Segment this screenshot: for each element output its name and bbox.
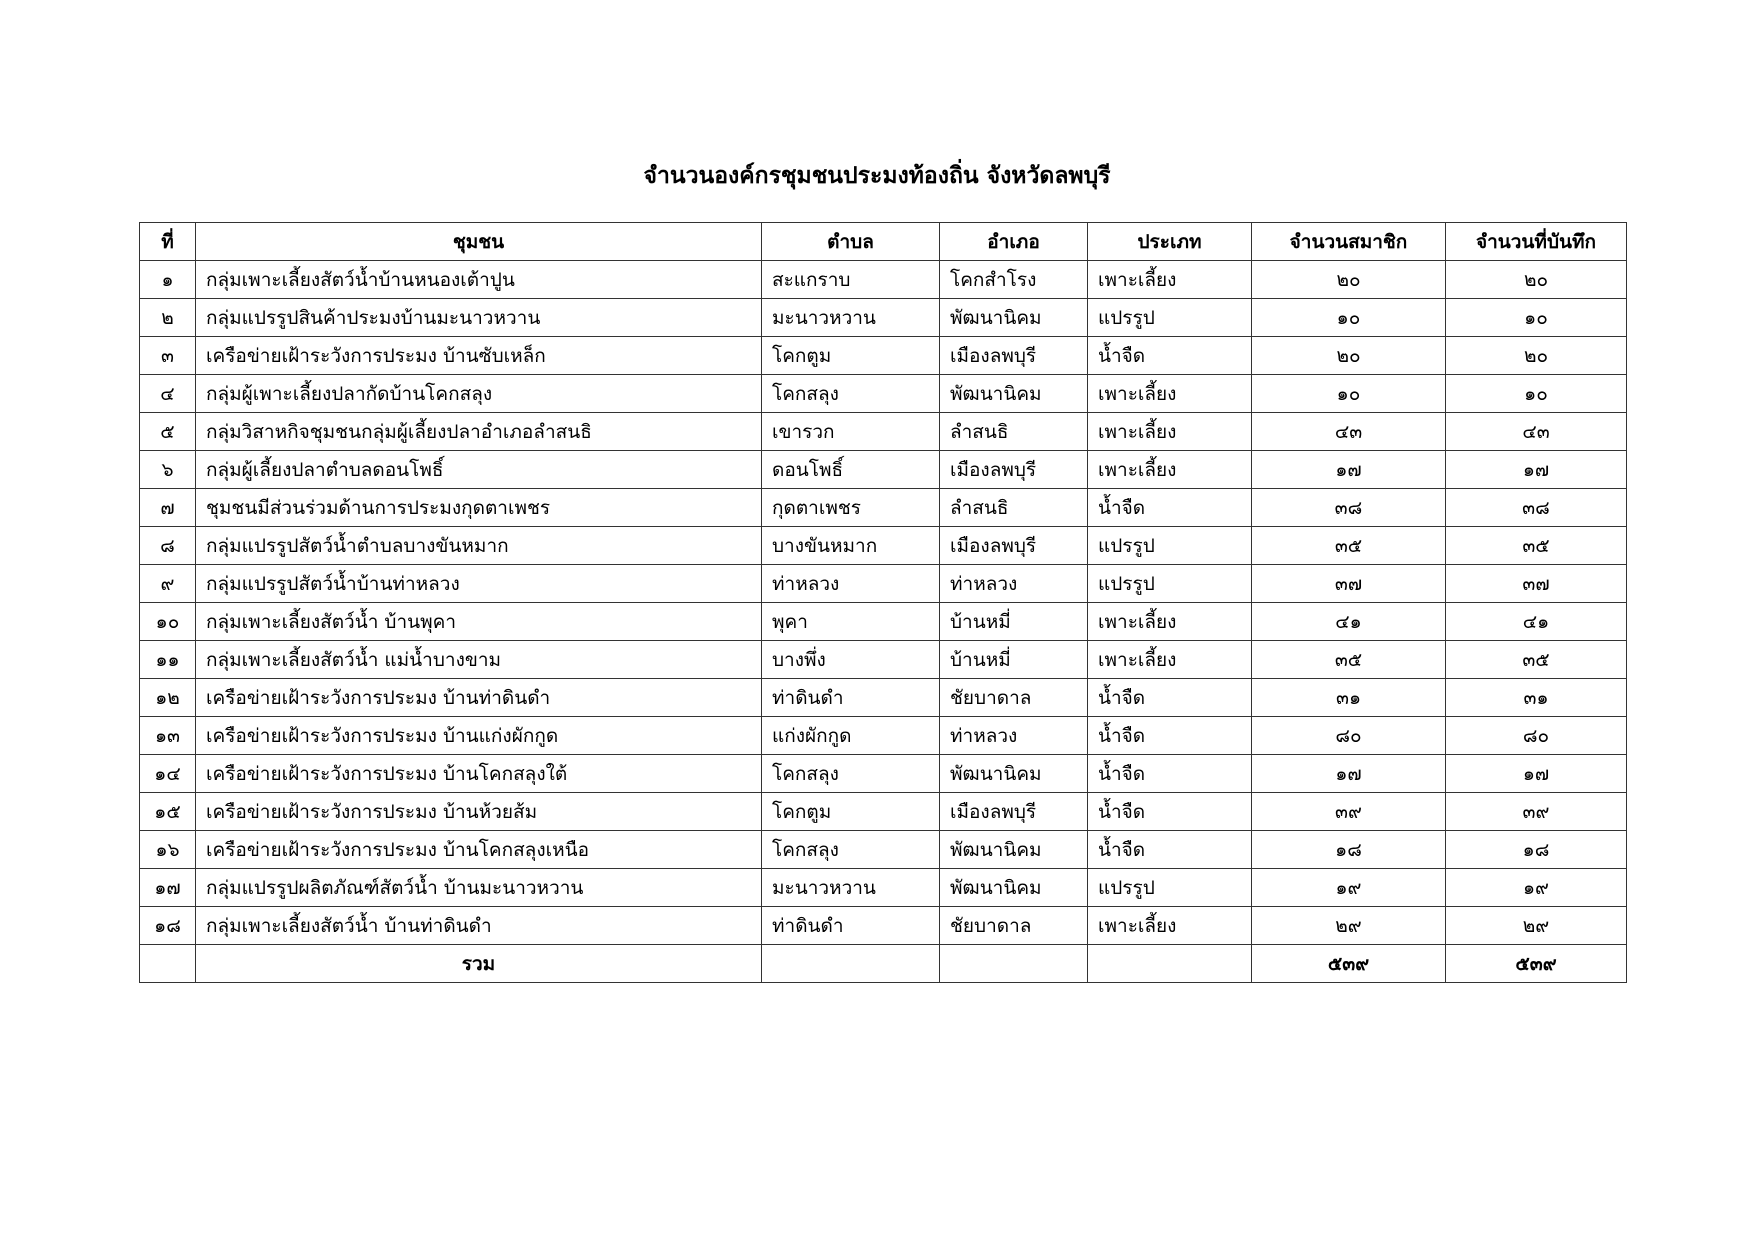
cell-no: ๑๘ — [140, 907, 196, 945]
cell-members: ๓๕ — [1252, 527, 1446, 565]
cell-no: ๑๐ — [140, 603, 196, 641]
cell-district: ท่าหลวง — [940, 565, 1088, 603]
header-type: ประเภท — [1088, 223, 1252, 261]
cell-district: พัฒนานิคม — [940, 375, 1088, 413]
cell-subdistrict: โคกสลุง — [762, 375, 940, 413]
cell-subdistrict: โคกสลุง — [762, 755, 940, 793]
cell-recorded: ๔๓ — [1446, 413, 1627, 451]
header-community: ชุมชน — [196, 223, 762, 261]
cell-type: น้ำจืด — [1088, 831, 1252, 869]
cell-recorded: ๒๙ — [1446, 907, 1627, 945]
cell-district: ชัยบาดาล — [940, 907, 1088, 945]
cell-subdistrict: ท่าดินดำ — [762, 907, 940, 945]
cell-subdistrict: พุคา — [762, 603, 940, 641]
cell-no: ๑๔ — [140, 755, 196, 793]
cell-no: ๑๕ — [140, 793, 196, 831]
cell-type: น้ำจืด — [1088, 717, 1252, 755]
cell-members: ๑๗ — [1252, 451, 1446, 489]
cell-subdistrict: บางพึ่ง — [762, 641, 940, 679]
header-subdistrict: ตำบล — [762, 223, 940, 261]
total-no-cell — [140, 945, 196, 983]
cell-district: เมืองลพบุรี — [940, 451, 1088, 489]
total-subdistrict-cell — [762, 945, 940, 983]
cell-community: กลุ่มวิสาหกิจชุมชนกลุ่มผู้เลี้ยงปลาอำเภอลำสนธิ — [196, 413, 762, 451]
cell-recorded: ๓๕ — [1446, 527, 1627, 565]
cell-recorded: ๓๑ — [1446, 679, 1627, 717]
header-district: อำเภอ — [940, 223, 1088, 261]
cell-members: ๓๕ — [1252, 641, 1446, 679]
cell-type: แปรรูป — [1088, 869, 1252, 907]
total-row — [140, 945, 1627, 983]
cell-district: ชัยบาดาล — [940, 679, 1088, 717]
cell-members: ๓๑ — [1252, 679, 1446, 717]
community-table — [139, 222, 1627, 983]
cell-members: ๑๐ — [1252, 375, 1446, 413]
cell-members: ๓๙ — [1252, 793, 1446, 831]
total-type-cell — [1088, 945, 1252, 983]
cell-type: เพาะเลี้ยง — [1088, 451, 1252, 489]
cell-members: ๘๐ — [1252, 717, 1446, 755]
total-members: ๕๓๙ — [1252, 945, 1446, 983]
cell-community: กลุ่มเพาะเลี้ยงสัตว์น้ำบ้านหนองเต้าปูน — [196, 261, 762, 299]
cell-community: เครือข่ายเฝ้าระวังการประมง บ้านท่าดินดำ — [196, 679, 762, 717]
cell-type: แปรรูป — [1088, 299, 1252, 337]
cell-type: เพาะเลี้ยง — [1088, 907, 1252, 945]
cell-recorded: ๓๗ — [1446, 565, 1627, 603]
cell-type: เพาะเลี้ยง — [1088, 413, 1252, 451]
header-no: ที่ — [140, 223, 196, 261]
cell-no: ๑๑ — [140, 641, 196, 679]
table-row — [140, 603, 1627, 641]
cell-type: แปรรูป — [1088, 565, 1252, 603]
total-district-cell — [940, 945, 1088, 983]
table-body — [140, 261, 1627, 945]
cell-subdistrict: บางขันหมาก — [762, 527, 940, 565]
table-row — [140, 527, 1627, 565]
cell-no: ๑๓ — [140, 717, 196, 755]
header-members: จำนวนสมาชิก — [1252, 223, 1446, 261]
cell-no: ๕ — [140, 413, 196, 451]
cell-members: ๑๐ — [1252, 299, 1446, 337]
cell-community: กลุ่มผู้เลี้ยงปลาตำบลดอนโพธิ์ — [196, 451, 762, 489]
cell-community: เครือข่ายเฝ้าระวังการประมง บ้านโคกสลุงใต้ — [196, 755, 762, 793]
total-recorded: ๕๓๙ — [1446, 945, 1627, 983]
cell-recorded: ๑๗ — [1446, 451, 1627, 489]
cell-subdistrict: ท่าหลวง — [762, 565, 940, 603]
table-row — [140, 413, 1627, 451]
cell-district: พัฒนานิคม — [940, 869, 1088, 907]
cell-type: เพาะเลี้ยง — [1088, 375, 1252, 413]
cell-type: แปรรูป — [1088, 527, 1252, 565]
cell-members: ๔๓ — [1252, 413, 1446, 451]
cell-subdistrict: แก่งผักกูด — [762, 717, 940, 755]
table-row — [140, 869, 1627, 907]
cell-recorded: ๑๘ — [1446, 831, 1627, 869]
cell-community: เครือข่ายเฝ้าระวังการประมง บ้านแก่งผักกูด — [196, 717, 762, 755]
cell-district: เมืองลพบุรี — [940, 793, 1088, 831]
cell-district: โคกสำโรง — [940, 261, 1088, 299]
cell-no: ๗ — [140, 489, 196, 527]
cell-no: ๘ — [140, 527, 196, 565]
cell-no: ๒ — [140, 299, 196, 337]
cell-members: ๔๑ — [1252, 603, 1446, 641]
cell-no: ๙ — [140, 565, 196, 603]
table-row — [140, 375, 1627, 413]
cell-type: น้ำจืด — [1088, 489, 1252, 527]
table-header-row — [140, 223, 1627, 261]
cell-members: ๑๘ — [1252, 831, 1446, 869]
cell-members: ๒๙ — [1252, 907, 1446, 945]
cell-type: น้ำจืด — [1088, 755, 1252, 793]
page-title: จำนวนองค์กรชุมชนประมงท้องถิ่น จังหวัดลพบุรี — [643, 163, 1111, 189]
cell-subdistrict: โคกตูม — [762, 337, 940, 375]
table-row — [140, 755, 1627, 793]
table-row — [140, 489, 1627, 527]
cell-subdistrict: โคกตูม — [762, 793, 940, 831]
cell-district: เมืองลพบุรี — [940, 337, 1088, 375]
cell-community: กลุ่มเพาะเลี้ยงสัตว์น้ำ บ้านพุคา — [196, 603, 762, 641]
cell-type: เพาะเลี้ยง — [1088, 603, 1252, 641]
cell-no: ๑๗ — [140, 869, 196, 907]
cell-subdistrict: ดอนโพธิ์ — [762, 451, 940, 489]
cell-district: บ้านหมี่ — [940, 641, 1088, 679]
cell-type: น้ำจืด — [1088, 337, 1252, 375]
table-row — [140, 793, 1627, 831]
table-row — [140, 261, 1627, 299]
cell-district: ลำสนธิ — [940, 489, 1088, 527]
cell-subdistrict: กุดตาเพชร — [762, 489, 940, 527]
cell-recorded: ๓๘ — [1446, 489, 1627, 527]
cell-no: ๑ — [140, 261, 196, 299]
cell-recorded: ๒๐ — [1446, 337, 1627, 375]
cell-recorded: ๑๙ — [1446, 869, 1627, 907]
cell-community: กลุ่มผู้เพาะเลี้ยงปลากัดบ้านโคกสลุง — [196, 375, 762, 413]
cell-district: ท่าหลวง — [940, 717, 1088, 755]
table-row — [140, 717, 1627, 755]
table-row — [140, 831, 1627, 869]
cell-type: เพาะเลี้ยง — [1088, 641, 1252, 679]
cell-community: เครือข่ายเฝ้าระวังการประมง บ้านโคกสลุงเหนือ — [196, 831, 762, 869]
total-label: รวม — [196, 945, 762, 983]
cell-community: กลุ่มแปรรูปผลิตภัณฑ์สัตว์น้ำ บ้านมะนาวหวาน — [196, 869, 762, 907]
cell-no: ๑๖ — [140, 831, 196, 869]
cell-no: ๖ — [140, 451, 196, 489]
cell-recorded: ๑๐ — [1446, 299, 1627, 337]
cell-members: ๓๘ — [1252, 489, 1446, 527]
cell-members: ๑๙ — [1252, 869, 1446, 907]
cell-members: ๑๗ — [1252, 755, 1446, 793]
cell-recorded: ๑๗ — [1446, 755, 1627, 793]
table-row — [140, 641, 1627, 679]
cell-subdistrict: โคกสลุง — [762, 831, 940, 869]
cell-subdistrict: ท่าดินดำ — [762, 679, 940, 717]
cell-community: กลุ่มแปรรูปสัตว์น้ำบ้านท่าหลวง — [196, 565, 762, 603]
cell-members: ๓๗ — [1252, 565, 1446, 603]
cell-community: เครือข่ายเฝ้าระวังการประมง บ้านห้วยส้ม — [196, 793, 762, 831]
table-row — [140, 679, 1627, 717]
cell-district: พัฒนานิคม — [940, 831, 1088, 869]
cell-members: ๒๐ — [1252, 261, 1446, 299]
cell-recorded: ๓๙ — [1446, 793, 1627, 831]
cell-community: กลุ่มแปรรูปสัตว์น้ำตำบลบางขันหมาก — [196, 527, 762, 565]
cell-district: พัฒนานิคม — [940, 755, 1088, 793]
cell-district: บ้านหมี่ — [940, 603, 1088, 641]
cell-district: พัฒนานิคม — [940, 299, 1088, 337]
cell-no: ๓ — [140, 337, 196, 375]
cell-type: เพาะเลี้ยง — [1088, 261, 1252, 299]
cell-community: กลุ่มแปรรูปสินค้าประมงบ้านมะนาวหวาน — [196, 299, 762, 337]
cell-subdistrict: มะนาวหวาน — [762, 299, 940, 337]
cell-community: ชุมชนมีส่วนร่วมด้านการประมงกุดตาเพชร — [196, 489, 762, 527]
cell-recorded: ๑๐ — [1446, 375, 1627, 413]
table-row — [140, 451, 1627, 489]
cell-type: น้ำจืด — [1088, 793, 1252, 831]
table-row — [140, 565, 1627, 603]
table-row — [140, 337, 1627, 375]
cell-no: ๑๒ — [140, 679, 196, 717]
cell-subdistrict: มะนาวหวาน — [762, 869, 940, 907]
cell-members: ๒๐ — [1252, 337, 1446, 375]
cell-community: กลุ่มเพาะเลี้ยงสัตว์น้ำ แม่น้ำบางขาม — [196, 641, 762, 679]
cell-type: น้ำจืด — [1088, 679, 1252, 717]
cell-recorded: ๔๑ — [1446, 603, 1627, 641]
cell-district: ลำสนธิ — [940, 413, 1088, 451]
header-recorded: จำนวนที่บันทึก — [1446, 223, 1627, 261]
cell-subdistrict: เขารวก — [762, 413, 940, 451]
cell-no: ๔ — [140, 375, 196, 413]
cell-district: เมืองลพบุรี — [940, 527, 1088, 565]
cell-community: เครือข่ายเฝ้าระวังการประมง บ้านซับเหล็ก — [196, 337, 762, 375]
cell-recorded: ๘๐ — [1446, 717, 1627, 755]
cell-subdistrict: สะแกราบ — [762, 261, 940, 299]
table-row — [140, 907, 1627, 945]
cell-community: กลุ่มเพาะเลี้ยงสัตว์น้ำ บ้านท่าดินดำ — [196, 907, 762, 945]
cell-recorded: ๓๕ — [1446, 641, 1627, 679]
table-row — [140, 299, 1627, 337]
cell-recorded: ๒๐ — [1446, 261, 1627, 299]
